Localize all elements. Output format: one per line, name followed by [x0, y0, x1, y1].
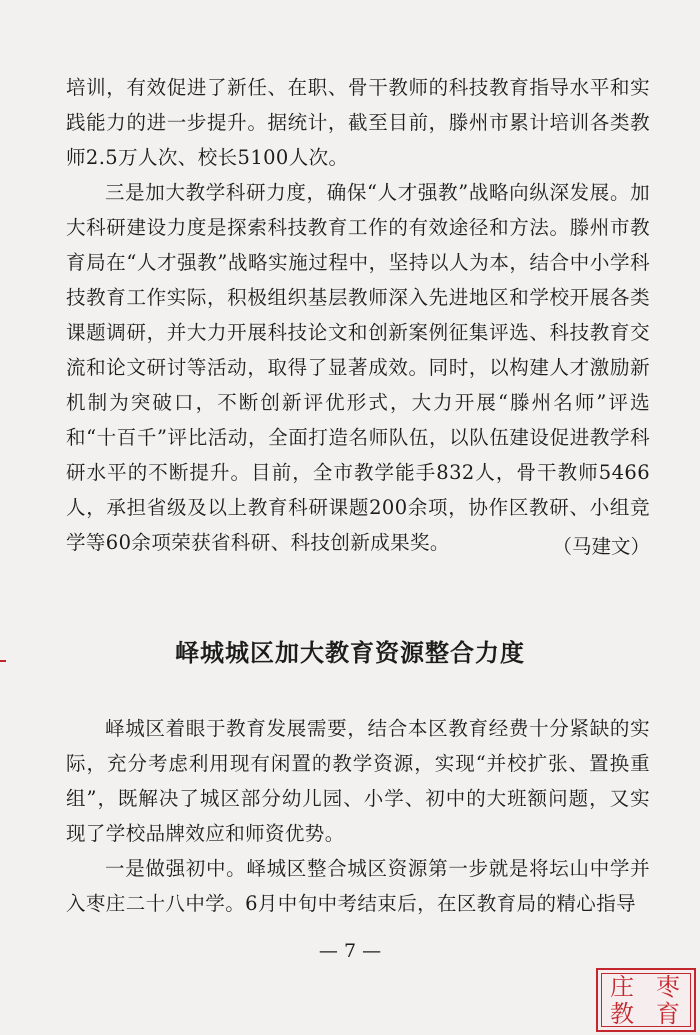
stamp-char: 庄	[610, 973, 634, 1001]
stamp-char: 育	[656, 1000, 680, 1028]
page-number: — 7 —	[318, 940, 382, 962]
paragraph-research: 三是加大教学科研力度，确保“人才强教”战略向纵深发展。加大科研建设力度是探索科技教育工作的有效途径和方法。滕州市教育局在“人才强教”战略实施过程中，坚持以人为本，结合中小学科技教育工作实际，积极组织基层教师深入先进地区和学校开展各类课题调研，并大力开展科技论文和创新案例征集评选、科技教育交流和论文研讨等活动，取得了显著成效。同时，以构建人才激励新机制为突破口，不断创新评优形式，大力开展“滕州名师”评选和“十百千”评比活动，全面打造名师队伍，以队伍建设促进教学科研水平的不断提升。目前，全市教学能手832人，骨干教师5466人，承担省级及以上教育科研课题200余项，协作区教研、小组竞学等60余项荣获省科研、科技创新成果奖。	[66, 181, 650, 554]
paragraph-first-point: 一是做强初中。峄城区整合城区资源第一步就是将坛山中学并入枣庄二十八中学。6月中旬中考结束后，在区教育局的精心指导	[66, 857, 650, 915]
stamp-char: 枣	[656, 973, 680, 1001]
stamp-seal	[596, 968, 696, 1032]
paragraph-continuation: 培训，有效促进了新任、在职、骨干教师的科技教育指导水平和实践能力的进一步提升。据统计，截至目前，滕州市累计培训各类教师2.5万人次、校长5100人次。	[66, 76, 650, 169]
author-byline: （马建文）	[552, 535, 650, 558]
paragraph-intro: 峄城区着眼于教育发展需要，结合本区教育经费十分紧缺的实际，充分考虑利用现有闲置的教学资源，实现“并校扩张、置换重组”，既解决了城区部分幼儿园、小学、初中的大班额问题，又实现了学校品牌效应和师资优势。	[66, 717, 650, 845]
stamp-char: 教	[610, 1000, 634, 1028]
article-heading: 峄城城区加大教育资源整合力度	[175, 639, 525, 667]
margin-mark	[0, 660, 6, 662]
